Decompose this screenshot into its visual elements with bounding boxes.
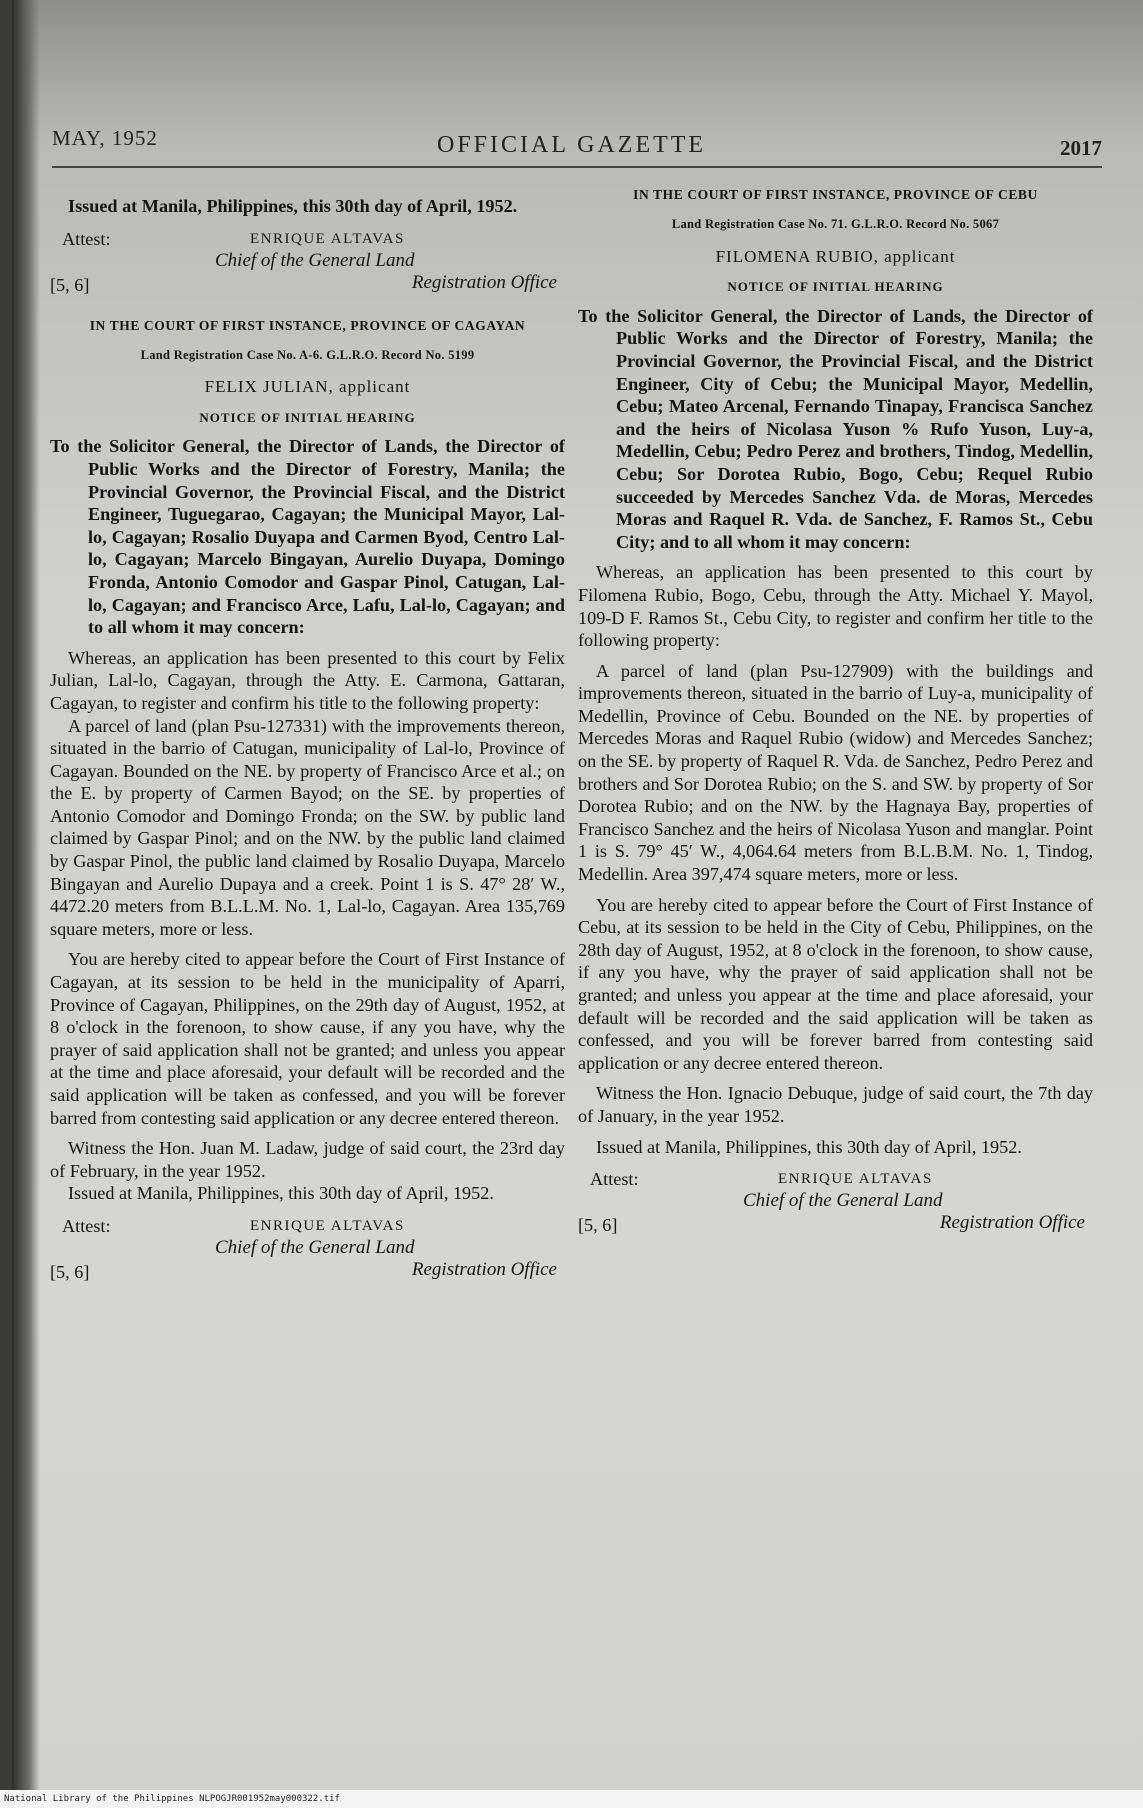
attest-ref: [5, 6] — [50, 1261, 90, 1282]
left-court-heading: IN THE COURT OF FIRST INSTANCE, PROVINCE OF CAGAYAN — [89, 317, 526, 333]
left-witness: Witness the Hon. Juan M. Ladaw, judge of said court, the 23rd day of February, in the year 1952. — [50, 1138, 565, 1181]
attest-title-line1: Chief of the General Land — [743, 1190, 943, 1212]
right-issued: Issued at Manila, Philippines, this 30th day of April, 1952. — [596, 1136, 1022, 1157]
right-cited: You are hereby cited to appear before the Court of First Instance of Cebu, at its session to be held in the City of Cebu, Philippines, on the 28th day of August, 1952, at 8 o'clock in the forenoon, to show cause, if any you have, why the prayer of said application shall not be granted; and unless you appear at the time and place aforesaid, your default will be recorded and the said application will be taken as confessed, and you will be forever barred from contesting said application or any decree entered thereon. — [578, 894, 1093, 1073]
left-notice-title: NOTICE OF INITIAL HEARING — [199, 409, 416, 425]
right-attest — [578, 1168, 1093, 1240]
attest-ref: [5, 6] — [50, 274, 90, 295]
attest-label: Attest: — [590, 1169, 639, 1190]
attest-title-line2: Registration Office — [939, 1212, 1085, 1234]
left-issued: Issued at Manila, Philippines, this 30th day of April, 1952. — [68, 1183, 494, 1204]
book-spine-shadow — [12, 0, 40, 1790]
scan-footer-note: National Library of the Philippines NLPOGJR001952may000322.tif — [4, 1794, 340, 1804]
right-witness: Witness the Hon. Ignacio Debuque, judge of said court, the 7th day of January, in the year 1952. — [578, 1083, 1093, 1126]
right-case-line: Land Registration Case No. 71. G.L.R.O. Record No. 5067 — [671, 217, 1000, 231]
right-court-heading: IN THE COURT OF FIRST INSTANCE, PROVINCE OF CEBU — [633, 187, 1038, 202]
left-whereas: Whereas, an application has been presented to this court by Felix Julian, Lal-lo, Cagayan, through the Atty. E. Carmona, Gattaran, Cagayan, to register and confirm his title to the following property: — [50, 647, 565, 713]
attest-title-line2: Registration Office — [411, 271, 557, 293]
attest-title-line1: Chief of the General Land — [215, 1236, 415, 1258]
attest-label: Attest: — [62, 1215, 111, 1236]
header-date: MAY, 1952 — [52, 126, 158, 150]
header-rule — [52, 166, 1102, 168]
left-cited: You are hereby cited to appear before the Court of First Instance of Cagayan, at its session to be held in the municipality of Aparri, Province of Cagayan, Philippines, on the 29th day of August, 1952, at 8 o'clock in the forenoon, to show cause, if any you have, why the prayer of said application shall not be granted; and unless you appear at the time and place aforesaid, your default will be recorded and the said application will be taken as confessed, and you will be forever barred from contesting said application or any decree entered thereon. — [50, 949, 565, 1128]
left-attest — [50, 1215, 565, 1287]
header-title: OFFICIAL GAZETTE — [437, 132, 707, 158]
attest-name: ENRIQUE ALTAVAS — [250, 1217, 405, 1234]
left-top-issued: Issued at Manila, Philippines, this 30th day of April, 1952. — [68, 196, 518, 216]
attest-label: Attest: — [62, 228, 111, 249]
attest-title-line2: Registration Office — [411, 1258, 557, 1280]
left-applicant: FELIX JULIAN, applicant — [204, 377, 411, 397]
left-column — [50, 195, 565, 1287]
right-whereas: Whereas, an application has been presented to this court by Filomena Rubio, Bogo, Cebu, through the Atty. Michael Y. Mayol, 109-D F. Ramos St., Cebu City, to register and confirm her title to the following property: — [578, 562, 1093, 651]
right-addressees: To the Solicitor General, the Director of Lands, the Director of Public Works and the Director of Forestry, Manila; the Provincial Governor, the Provincial Fiscal, and the District Engineer, City of Cebu; the Municipal Mayor, Medellin, Cebu; Mateo Arcenal, Fernando Tinapay, Francisca Sanchez and the heirs of Nicolasa Yuson % Rufo Yuson, Luy-a, Medellin, Cebu; Pedro Perez and brothers, Tindog, Medellin, Cebu; Sor Dorotea Rubio, Bogo, Cebu; Requel Rubio succeeded by Mercedes Sanchez Vda. de Moras, Mercedes Moras and Raquel R. Vda. de Sanchez, F. Ramos St., Cebu City; and to all whom it may concern: — [578, 305, 1093, 552]
header-page-number: 2017 — [1060, 136, 1102, 160]
attest-ref: [5, 6] — [578, 1215, 618, 1236]
left-case-line: Land Registration Case No. A-6. G.L.R.O. Record No. 5199 — [140, 347, 475, 362]
page-header — [52, 122, 1102, 162]
attest-title-line1: Chief of the General Land — [215, 249, 415, 271]
left-top-attest — [50, 228, 565, 300]
right-notice-title: NOTICE OF INITIAL HEARING — [727, 279, 944, 295]
gazette-page — [12, 0, 1143, 1790]
attest-name: ENRIQUE ALTAVAS — [778, 1171, 933, 1188]
right-column — [578, 187, 1093, 1240]
right-applicant: FILOMENA RUBIO, applicant — [715, 246, 956, 266]
left-addressees: To the Solicitor General, the Director of Lands, the Director of Public Works and the Director of Forestry, Manila; the Provincial Governor, the Provincial Fiscal, and the District Engineer, Tuguegarao, Cagayan; the Municipal Mayor, Lal-lo, Cagayan; Rosalio Duyapa and Carmen Byod, Centro Lal-lo, Cagayan; Marcelo Bingayan, Aurelio Duyapa, Domingo Fronda, Antonio Comodor and Gaspar Pinol, Catugan, Lal-lo, Cagayan; and Francisco Arce, Lafu, Lal-lo, Cagayan; and to all whom it may concern: — [50, 436, 565, 638]
right-parcel: A parcel of land (plan Psu-127909) with the buildings and improvements thereon, situated in the barrio of Luy-a, municipality of Medellin, Province of Cebu. Bounded on the NE. by properties of Mercedes Moras and Raquel Rubio (widow) and Mercedes Sanchez; on the SE. by property of Raquel R. Vda. de Sanchez, Pedro Perez and brothers and Sor Dorotea Rubio; on the S. and SW. by property of Sor Dorotea Rubio; and on the NW. by the Hagnaya Bay, properties of Francisco Sanchez and the heirs of Nicolasa Yuson and manglar. Point 1 is S. 79° 45′ W., 4,064.64 meters from B.L.B.M. No. 1, Tindog, Medellin. Area 397,474 square meters, more or less. — [578, 660, 1093, 885]
attest-name: ENRIQUE ALTAVAS — [250, 230, 405, 247]
left-parcel: A parcel of land (plan Psu-127331) with the improvements thereon, situated in the barrio of Catugan, municipality of Lal-lo, Province of Cagayan. Bounded on the NE. by property of Francisco Arce et al.; on the E. by property of Carmen Bayod; on the SE. by properties of Antonio Comodor and Domingo Fronda; on the SW. by public land claimed by Gaspar Pinol; and on the NW. by the public land claimed by Gaspar Pinol, the public land claimed by Rosalio Duyapa, Marcelo Bingayan and Aurelio Dupaya and a creek. Point 1 is S. 47° 28′ W., 4472.20 meters from B.L.L.M. No. 1, Lal-lo, Cagayan. Area 135,769 square meters, more or less. — [50, 715, 565, 939]
